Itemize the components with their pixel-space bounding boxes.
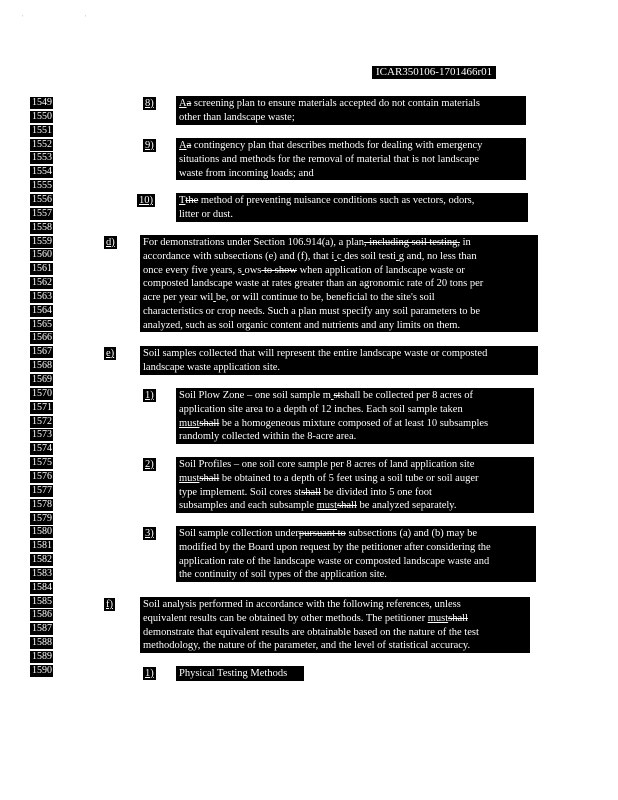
item-9-line-2: situations and methods for the removal of material that is not landscape — [179, 153, 480, 165]
item-f-line-3: demonstrate that equivalent results are obtainable based on the nature of the test — [143, 626, 479, 638]
item-e3-line-4: the continuity of soil types of the application site. — [179, 569, 387, 581]
line-number: 1584 — [32, 581, 52, 593]
line-number: 1589 — [32, 651, 52, 662]
line-number: 1566 — [32, 332, 52, 344]
item-d-line-4: composted landscape waste at rates greater than an agronomic rate of 20 tons per — [143, 278, 484, 290]
line-number: 1568 — [32, 360, 52, 372]
line-number: 1586 — [32, 609, 52, 621]
item-e2-text — [176, 457, 534, 513]
item-d-line-1: For demonstrations under Section 106.914(a), a plan, including soil testing, in — [143, 237, 471, 248]
line-number: 1574 — [32, 443, 52, 455]
item-e1-line-4: randomly collected within the 8-acre area. — [179, 431, 357, 443]
item-label-9: 9) — [145, 140, 154, 151]
line-number: 1570 — [32, 387, 52, 399]
line-number: 1553 — [32, 152, 52, 164]
line-number: 1564 — [32, 304, 52, 316]
item-e1-line-2: application site area to a depth of 12 inches. Each soil sample taken — [179, 403, 463, 415]
line-number: 1557 — [32, 207, 52, 219]
line-number: 1585 — [32, 595, 52, 607]
line-number: 1565 — [32, 318, 52, 330]
line-number: 1580 — [32, 526, 52, 538]
item-e3-line-3: application rate of the landscape waste or composted landscape waste and — [179, 555, 490, 567]
scan-specks: ' ' — [22, 14, 117, 22]
item-e1-line-3: mustshall be a homogeneous mixture composed of at least 10 subsamples — [179, 417, 489, 429]
item-e1-line-1: Soil Plow Zone – one soil sample m stshall be collected per 8 acres of — [179, 390, 473, 401]
item-f-line-4: methodology, the nature of the parameter, and the level of statistical accuracy. — [143, 640, 471, 652]
line-number: 1550 — [32, 110, 52, 122]
item-label-10: 10) — [139, 195, 153, 206]
item-10-line-1: Tthe method of preventing nuisance conditions such as vectors, odors, — [179, 195, 475, 206]
line-number: 1587 — [32, 623, 52, 635]
item-label-e1: 1) — [145, 390, 154, 401]
item-f-line-2: equivalent results can be obtained by other methods. The petitioner mustshall — [143, 612, 468, 624]
item-e3-line-1: Soil sample collection underpursuant to subsections (a) and (b) may be — [179, 528, 478, 539]
line-number: 1575 — [32, 457, 52, 469]
line-number: 1578 — [32, 498, 52, 510]
item-8-line-2: other than landscape waste; — [179, 111, 295, 123]
item-e-line-1: Soil samples collected that will represent the entire landscape waste or composted — [143, 348, 488, 359]
item-e2-line-2: mustshall be obtained to a depth of 5 feet using a soil tube or soil auger — [179, 472, 479, 484]
item-10-line-2: litter or dust. — [179, 208, 233, 220]
item-e2-line-4: subsamples and each subsample mustshall be analyzed separately. — [179, 500, 457, 512]
document-header: ICAR350106-1701466r01 — [372, 66, 496, 79]
item-9-text — [176, 138, 526, 180]
line-number: 1588 — [32, 637, 52, 649]
item-d-line-7: analyzed, such as soil organic content and nutrients and any limits on them. — [143, 319, 461, 331]
line-number: 1556 — [32, 193, 52, 205]
line-number: 1549 — [32, 97, 52, 108]
item-f-line-1: Soil analysis performed in accordance with the following references, unless — [143, 599, 461, 610]
item-f-text — [140, 597, 530, 653]
line-number: 1573 — [32, 429, 52, 441]
item-label-f1: 1) — [145, 668, 154, 679]
item-e2-line-1: Soil Profiles – one soil core sample per 8 acres of land application site — [179, 459, 475, 470]
line-number: 1562 — [32, 277, 52, 288]
item-10-text — [176, 193, 528, 222]
line-number: 1579 — [32, 512, 52, 524]
line-number: 1581 — [32, 540, 52, 552]
item-label-e3: 3) — [145, 528, 154, 539]
line-number: 1571 — [32, 401, 52, 413]
item-e-text — [140, 346, 538, 375]
item-label-d: d) — [106, 237, 115, 248]
line-number: 1577 — [32, 484, 52, 496]
line-number: 1582 — [32, 554, 52, 565]
item-8-text — [176, 96, 526, 125]
item-label-e2: 2) — [145, 459, 154, 470]
item-label-8: 8) — [145, 98, 154, 109]
line-number: 1561 — [32, 263, 52, 275]
item-e2-line-3: type implement. Soil cores stshall be divided into 5 one foot — [179, 486, 432, 498]
line-number: 1558 — [32, 221, 52, 233]
line-number: 1590 — [32, 664, 52, 676]
item-f1-text — [176, 666, 304, 681]
line-number: 1572 — [32, 415, 52, 427]
line-number: 1559 — [32, 235, 52, 247]
item-d-line-3: once every five years, s ows to show when application of landscape waste or — [143, 264, 465, 276]
line-number: 1551 — [32, 124, 52, 136]
item-9-line-3: waste from incoming loads; and — [179, 167, 314, 179]
line-number: 1560 — [32, 249, 52, 261]
item-8-line-1: Aa screening plan to ensure materials accepted do not contain materials — [179, 98, 480, 109]
line-number: 1567 — [32, 346, 52, 358]
item-d-line-5: acre per year wil be, or will continue to be, beneficial to the site's soil — [143, 292, 435, 304]
item-d-text — [140, 235, 538, 332]
line-number: 1583 — [32, 567, 52, 579]
line-number: 1576 — [32, 470, 52, 482]
line-number: 1569 — [32, 374, 52, 385]
item-9-line-1: Aa contingency plan that describes methods for dealing with emergency — [179, 140, 483, 151]
item-e-line-2: landscape waste application site. — [143, 361, 281, 373]
item-e1-text — [176, 388, 534, 444]
line-number: 1554 — [32, 166, 52, 178]
item-d-line-6: characteristics or crop needs. Such a plan must specify any soil parameters to be — [143, 305, 481, 317]
line-number: 1563 — [32, 290, 52, 302]
item-label-f: f) — [106, 599, 113, 610]
line-number: 1552 — [32, 138, 52, 150]
line-number: 1555 — [32, 180, 52, 192]
item-f1-line-1: Physical Testing Methods — [179, 668, 288, 679]
item-d-line-2: accordance with subsections (e) and (f), that i c des soil testi g and, no less than — [143, 250, 477, 262]
item-e3-text — [176, 526, 536, 582]
item-label-e: e) — [106, 348, 115, 359]
item-e3-line-2: modified by the Board upon request by the petitioner after considering the — [179, 541, 491, 553]
